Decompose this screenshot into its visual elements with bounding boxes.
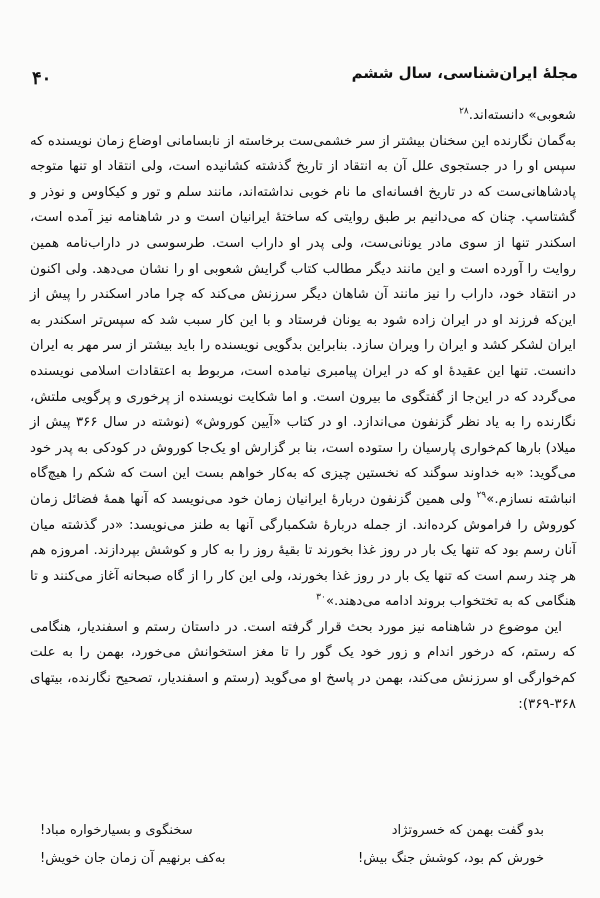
paragraph-3 <box>30 615 576 717</box>
body-text <box>30 103 576 717</box>
paragraph-2-text: به‌گمان نگارنده این سخنان بیشتر از سر خشمی‌ست برخاسته از نابسامانی اوضاع زمان نویسنده که سپس او را در جستجوی علل آن به انتقاد از تاریخ گذشته کشانیده است، ولی انتقاد او تنها متوجه پادشاهانی‌ست که در تاریخ افسانه‌ای ما نام خوبی نداشته‌اند، مانند سلم و تور و کیکاوس و نوذر و گشتاسپ. چنان که می‌دانیم بر طبق روایتی که ساختهٔ ایرانیان است و در شاهنامه نیز آمده است، اسکندر تنها از سوی مادر یونانی‌ست، ولی پدر او داراب است. طرسوسی در داراب‌نامه همین روایت را آورده است و این مانند دیگر مطالب کتاب گرایش شعوبی او را نشان می‌دهد. ولی اکنون در انتقاد خود، داراب را نیز مانند آن شاهان دیگر سرزنش می‌کند که چرا مادر اسکندر را پیش از این‌که فرزند او در ایران زاده شود به یونان فرستاد و با این کار سبب شد که سپس‌تر اسکندر به ایران لشکر کشد و ایران را ویران سازد. بنابراین بدگویی نویسنده را باید بیشتر از سر مهر به ایران دانست. تنها این عقیدهٔ او که در ایران پیامبری نیامده است، مربوط به اعتقادات اسلامی نویسنده می‌گردد که در این‌جا از گفتگوی ما بیرون است. و اما شکایت نویسنده از پرخوری و پرگویی ملتش، نگارنده را به یاد نظر گزنفون می‌اندازد. او در کتاب «آیین کوروش» (نوشته در سال ۳۶۶ پیش از میلاد) بارها کم‌خواری پارسیان را ستوده است، بنا بر گزارش او یک‌جا کوروش در کودکی به پدر خود می‌گوید: «به خداوند سوگند که نخستین چیزی که به‌کار خواهم بست این است که شکم را هیچ‌گاه انباشته نسازم.» <box>30 133 577 507</box>
verse-line-1 <box>40 823 544 847</box>
running-header: مجلهٔ ایران‌شناسی، سال ششم <box>351 64 578 82</box>
verse-2-first-hemistich: خورش کم بود، کوشش جنگ بیش! <box>357 851 544 866</box>
paragraph-2 <box>30 129 576 615</box>
paragraph-1-text: شعوبی» دانسته‌اند. <box>468 108 576 123</box>
footnote-ref-29: ۲۹ <box>476 490 487 501</box>
page-number: ۴۰ <box>32 68 52 89</box>
paragraph-3-text: این موضوع در شاهنامه نیز مورد بحث قرار گرفته است. در داستان رستم و اسفندیار، هنگامی که رستم، که درخور اندام و زور خود یک گور را تا مغز استخوانش می‌خورد، بهمن را به علت کم‌خوارگی او سرزنش می‌کند، بهمن در پاسخ او می‌گوید (رستم و اسفندیار، تصحیح نگارنده، بیتهای ۳۶۸-۳۶۹): <box>30 619 576 712</box>
paragraph-1 <box>30 103 576 129</box>
verse-2-second-hemistich: به‌کف برنهیم آن زمان جان خویش! <box>40 851 226 866</box>
footnote-ref-28: ۲۸ <box>459 106 469 117</box>
footnote-ref-30: ۳۰ <box>316 592 326 603</box>
verse-1-first-hemistich: بدو گفت بهمن که خسروتژاد <box>391 823 544 838</box>
verse-line-2 <box>40 851 544 875</box>
verse-1-second-hemistich: سخنگوی و بسیارخواره مباد! <box>40 823 193 838</box>
paragraph-2-continued: ولی همین گزنفون دربارهٔ ایرانیان زمان خود می‌نویسد که آنها همهٔ فضائل زمان کوروش را فراموش کرده‌اند. از جمله دربارهٔ شکمبارگی آنها به طنز می‌نویسد: «در گذشته میان آنان رسم بود که تنها یک بار در روز غذا بخورند تا بقیهٔ روز را به کار و کوشش بپردازند. امروزه هم هر چند رسم است که تنها یک بار در روز غذا بخورند، ولی این کار را از گاه صبحانه آغاز می‌کنند و تا هنگامی که به تختخواب بروند ادامه می‌دهند.» <box>30 491 576 610</box>
